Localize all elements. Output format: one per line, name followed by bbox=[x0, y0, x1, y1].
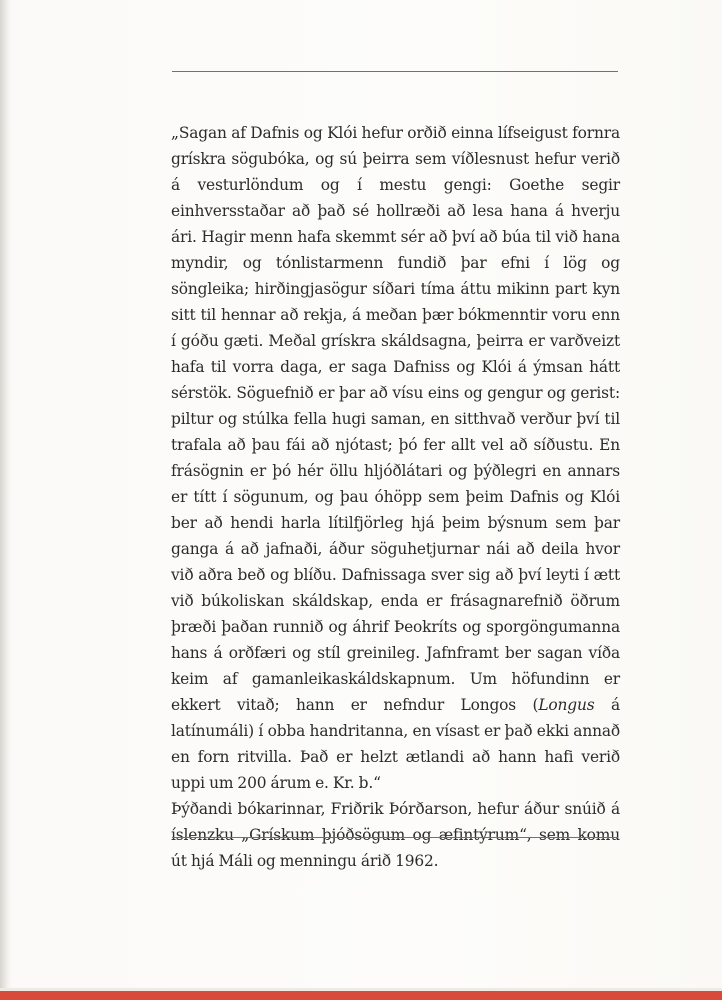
bottom-red-rule bbox=[172, 837, 618, 838]
top-red-rule bbox=[172, 71, 618, 72]
translator-note-paragraph: Þýðandi bókarinnar, Friðrik Þórðarson, hefur áður snúið á íslenzku „Grískum þjóðsögum og æfintýrum“, sem komu út hjá Máli og menningu árið 1962. bbox=[171, 800, 620, 870]
page-fold-shadow bbox=[0, 0, 10, 1000]
latin-name-longus: Longus bbox=[538, 696, 595, 714]
blurb-paragraph-1-end: á latínumáli) í obba handritanna, en vísast er það ekki annað en forn ritvilla. Það er helzt ætlandi að hann hafi verið uppi um 200 árum e. Kr. b.“ bbox=[171, 696, 620, 792]
bottom-red-cover-edge bbox=[0, 991, 722, 1000]
jacket-blurb-text bbox=[171, 120, 620, 874]
blurb-paragraph-1 bbox=[171, 120, 620, 796]
blurb-paragraph-1-main: „Sagan af Dafnis og Klói hefur orðið einna lífseigust fornra grískra sögubóka, og sú þeirra sem víðlesnust hefur verið á vesturlöndum og í mestu gengi: Goethe segir einhversstaðar að það sé hollræði að lesa hana á hverju ári. Hagir menn hafa skemmt sér að því að búa til við hana myndir, og tónlistarmenn fundið þar efni í lög og söngleika; hirðingjasögur síðari tíma áttu mikinn part kyn sitt til hennar að rekja, á meðan þær bókmenntir voru enn í góðu gæti. Meðal grískra skáldsagna, þeirra er varðveizt hafa til vorra daga, er saga Dafniss og Klói á ýmsan hátt sérstök. Söguefnið er þar að vísu eins og gengur og gerist: piltur og stúlka fella hugi saman, en sitthvað verður því til trafala að þau fái að njótast; þó fer allt vel að síðustu. En frásögnin er þó hér öllu hljóðlátari og þýðlegri en annars er títt í sögunum, og þau óhöpp sem þeim Dafnis og Klói ber að hendi harla lítilfjörleg hjá þeim býsnum sem þar ganga á að jafnaði, áður söguhetjurnar nái að deila hvor við aðra beð og blíðu. Dafnissaga sver sig að því leyti í ætt við búkoliskan skáldskap, enda er frásagnarefnið öðrum þræði þaðan runnið og áhrif Þeokríts og sporgöngumanna hans á orðfæri og stíl greinileg. Jafnframt ber sagan víða keim af gamanleikaskáldskapnum. Um höfundinn er ekkert vitað; hann er nefndur Longos ( bbox=[171, 124, 620, 714]
